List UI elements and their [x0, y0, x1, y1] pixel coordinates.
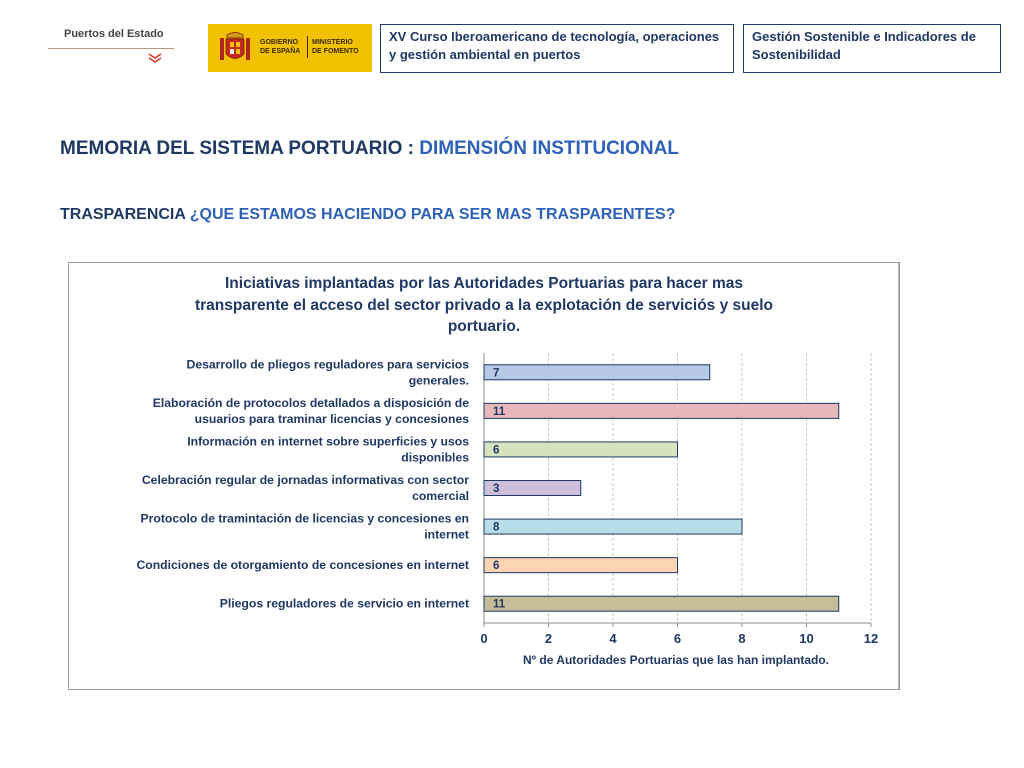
x-axis-title: Nº de Autoridades Portuarias que las han implantado. [523, 653, 829, 667]
bar [484, 442, 678, 457]
category-label: Celebración regular de jornadas informativas con sector [141, 473, 469, 487]
bar-data-label: 6 [493, 560, 500, 573]
gobierno-espana-logo [208, 24, 372, 72]
category-label: generales. [408, 373, 469, 388]
page-title-main: MEMORIA DEL SISTEMA PORTUARIO : [60, 138, 420, 159]
category-label: Protocolo de tramintación de licencias y concesiones en [140, 511, 469, 526]
category-label: Información en internet sobre superficies y usos [187, 434, 469, 449]
logo-separator [307, 36, 308, 58]
page-subtitle-question: ¿QUE ESTAMOS HACIENDO PARA SER MAS TRASPARENTES? [189, 206, 676, 223]
page-subtitle-main: TRASPARENCIA [60, 206, 190, 223]
puertos-mark-icon [148, 52, 162, 64]
x-tick-label: 4 [609, 631, 617, 646]
bar [484, 558, 678, 573]
page-title-highlight: DIMENSIÓN INSTITUCIONAL [419, 138, 679, 159]
chart-title-line: portuario. [447, 318, 521, 335]
x-tick-label: 8 [738, 631, 746, 646]
chart-title-line: Iniciativas implantadas por las Autoridades Portuarias para hacer mas [224, 275, 744, 292]
logo-divider [48, 48, 174, 49]
category-label: internet [424, 527, 469, 542]
x-tick-label: 10 [799, 631, 814, 646]
category-label: usuarios para traminar licencias y concesiones [194, 411, 469, 426]
bar [484, 519, 742, 534]
bar-data-label: 11 [493, 405, 506, 418]
x-tick-label: 6 [673, 631, 682, 646]
bar-data-label: 7 [493, 367, 500, 380]
category-label: Desarrollo de pliegos reguladores para servicios [186, 357, 469, 372]
bar-data-label: 6 [493, 444, 500, 457]
course-title-box: XV Curso Iberoamericano de tecnología, operaciones y gestión ambiental en puertos [380, 24, 734, 73]
category-label: Condiciones de otorgamiento de concesiones en internet [136, 558, 469, 573]
bar [484, 365, 710, 380]
page-title [60, 138, 679, 160]
gobierno-text: GOBIERNO DE ESPAÑA [260, 39, 301, 55]
coat-of-arms-icon [218, 30, 252, 66]
ministerio-text: MINISTERIO DE FOMENTO [312, 39, 359, 55]
x-tick-label: 12 [863, 631, 879, 646]
page-subtitle [60, 206, 675, 224]
chart-frame [68, 262, 900, 690]
category-label: disponibles [401, 450, 469, 465]
bar-chart [69, 263, 899, 689]
bar [484, 596, 839, 611]
chart-title-line: transparente el acceso del sector privado a la explotación de serviciós y suelo [194, 297, 774, 314]
bar [484, 403, 839, 418]
bar-data-label: 11 [493, 598, 506, 611]
puertos-del-estado-logo-text: Puertos del Estado [64, 28, 164, 40]
category-label: comercial [412, 489, 469, 503]
bar-data-label: 8 [493, 521, 500, 534]
category-label: Pliegos reguladores de servicio en internet [219, 596, 469, 611]
category-label: Elaboración de protocolos detallados a disposición de [152, 395, 469, 410]
x-tick-label: 2 [544, 631, 553, 646]
topic-title-box: Gestión Sostenible e Indicadores de Sostenibilidad [743, 24, 1001, 73]
bar-data-label: 3 [493, 483, 500, 495]
puertos-del-estado-logo [48, 28, 176, 70]
x-tick-label: 0 [480, 631, 488, 646]
